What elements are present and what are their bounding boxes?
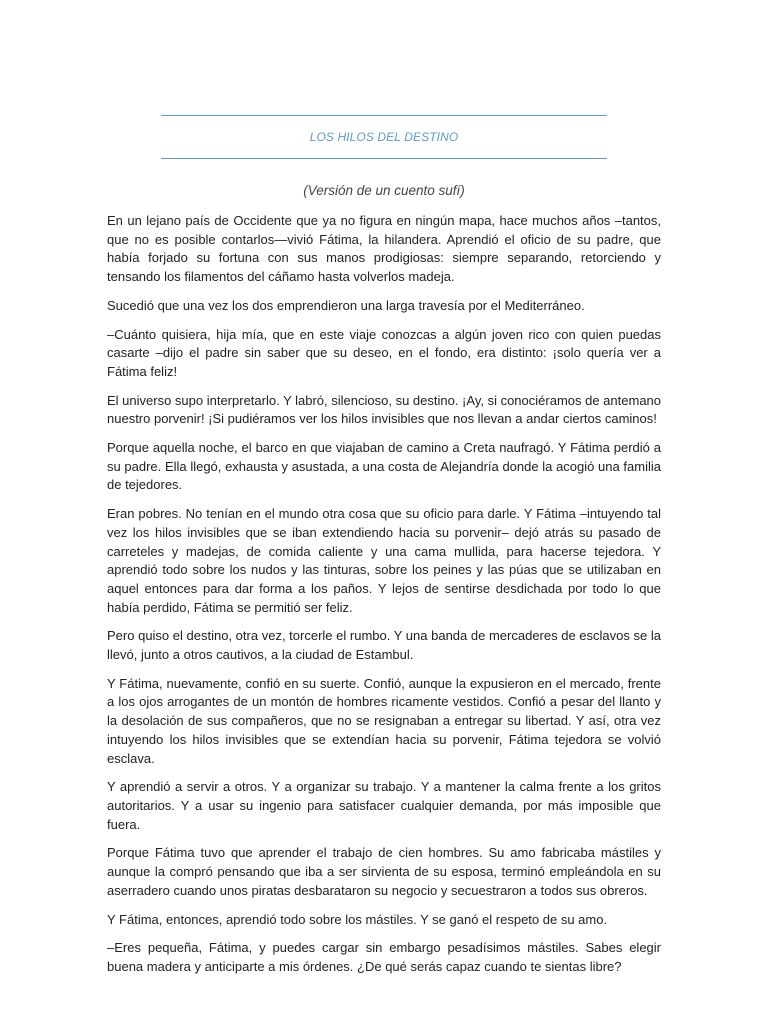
paragraph: –Cuánto quisiera, hija mía, que en este viaje conozcas a algún joven rico con quien puedas casarte –dijo el padre sin saber que su deseo, en el fondo, era distinto: ¡solo quería ver a Fátima feliz!	[107, 326, 661, 379]
title-top-rule	[161, 115, 607, 116]
paragraph: Sucedió que una vez los dos emprendieron una larga travesía por el Mediterráneo.	[107, 297, 585, 313]
document-title: LOS HILOS DEL DESTINO	[309, 130, 459, 144]
paragraph: Porque Fátima tuvo que aprender el trabajo de cien hombres. Su amo fabricaba mástiles y aunque la compró pensando que iba a ser sirvienta de su esposa, terminó empleándola en su aserradero cuando unos piratas desbarataron su negocio y secuestraron a todos sus obreros.	[107, 845, 661, 898]
document-subtitle: (Versión de un cuento sufí)	[303, 183, 465, 198]
paragraph: Y Fátima, entonces, aprendió todo sobre los mástiles. Y se ganó el respeto de su amo.	[107, 911, 608, 927]
paragraph: Y Fátima, nuevamente, confió en su suerte. Confió, aunque la expusieron en el mercado, frente a los ojos arrogantes de un montón de hombres ricamente vestidos. Confió a pesar del llanto y la desolación de sus compañeros, que no se resignaban a entregar su libertad. Y así, otra vez intuyendo los hilos invisibles que se extendían hacia su porvenir, Fátima tejedora se volvió esclava.	[107, 675, 661, 766]
paragraph: Pero quiso el destino, otra vez, torcerle el rumbo. Y una banda de mercaderes de esclavos se la llevó, junto a otros cautivos, a la ciudad de Estambul.	[107, 628, 661, 663]
paragraph: Y aprendió a servir a otros. Y a organizar su trabajo. Y a mantener la calma frente a los gritos autoritarios. Y a usar su ingenio para satisfacer cualquier demanda, por más imposible que fuera.	[107, 779, 661, 832]
paragraph: En un lejano país de Occidente que ya no figura en ningún mapa, hace muchos años –tantos, que no es posible contarlos—vivió Fátima, la hilandera. Aprendió el oficio de su padre, que había forjado su fortuna con sus manos prodigiosas: siempre separando, retorciendo y tensando los filamentos del cáñamo hasta volverlos madeja.	[107, 213, 661, 285]
paragraph: Porque aquella noche, el barco en que viajaban de camino a Creta naufragó. Y Fátima perdió a su padre. Ella llegó, exhausta y asustada, a una costa de Alejandría donde la acogió una familia de tejedores.	[107, 440, 661, 493]
title-bottom-rule	[161, 158, 607, 159]
paragraph: El universo supo interpretarlo. Y labró, silencioso, su destino. ¡Ay, si conociéramos de antemano nuestro porvenir! ¡Si pudiéramos ver los hilos invisibles que nos llevan a andar ciertos caminos!	[107, 392, 662, 427]
paragraph: Eran pobres. No tenían en el mundo otra cosa que su oficio para darle. Y Fátima –intuyendo tal vez los hilos invisibles que se iban extendiendo hacia su porvenir– dejó atrás su pasado de carreteles y madejas, de comida caliente y una cama mullida, para hacerse tejedora. Y aprendió todo sobre los nudos y las tinturas, sobre los peines y las púas que se utilizaban en aquel entonces para dar forma a los paños. Y lejos de sentirse desdichada por todo lo que había perdido, Fátima se permitió ser feliz.	[107, 506, 661, 615]
document-body	[107, 212, 661, 987]
paragraph: –Eres pequeña, Fátima, y puedes cargar sin embargo pesadísimos mástiles. Sabes elegir buena madera y anticiparte a mis órdenes. ¿De qué serás capaz cuando te sientas libre?	[107, 940, 661, 974]
